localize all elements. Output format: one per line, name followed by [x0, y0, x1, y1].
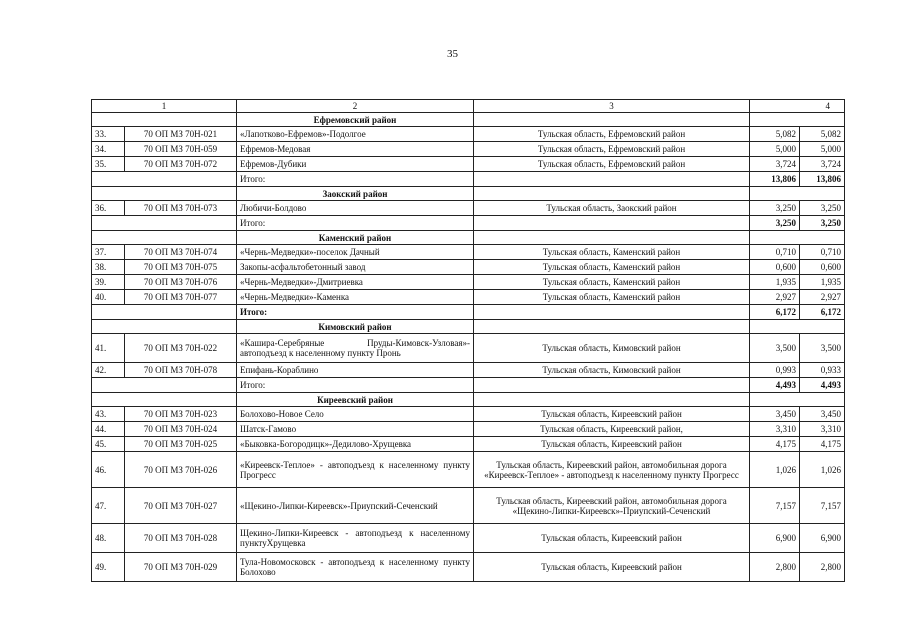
road-length-2: 5,082 — [800, 127, 845, 142]
row-number: 33. — [92, 127, 125, 142]
district-name: Ефремовский район — [237, 113, 474, 127]
road-length-2: 7,157 — [800, 488, 845, 524]
road-length: 7,157 — [750, 488, 800, 524]
table-row — [92, 201, 845, 216]
empty-cell — [474, 393, 750, 407]
road-location: Тульская область, Кимовский район — [474, 334, 750, 363]
road-code: 70 ОП МЗ 70Н-022 — [125, 334, 237, 363]
road-name: Шатск-Гамово — [237, 422, 474, 437]
road-name: «Киреевск-Теплое» - автоподъезд к населенному пункту Прогресс — [237, 452, 474, 488]
road-length: 0,710 — [750, 245, 800, 260]
road-length-2: 5,000 — [800, 142, 845, 157]
empty-cell — [474, 231, 750, 245]
road-name: «Быковка-Богородицк»-Дедилово-Хрущевка — [237, 437, 474, 452]
table-row — [92, 127, 845, 142]
road-length: 2,927 — [750, 290, 800, 305]
road-length: 4,175 — [750, 437, 800, 452]
table-row — [92, 524, 845, 553]
row-number: 41. — [92, 334, 125, 363]
empty-cell — [750, 320, 845, 334]
empty-cell — [92, 231, 237, 245]
road-location: Тульская область, Киреевский район, — [474, 422, 750, 437]
total-row — [92, 378, 845, 393]
empty-cell — [92, 320, 237, 334]
road-code: 70 ОП МЗ 70Н-073 — [125, 201, 237, 216]
total-row — [92, 216, 845, 231]
table-row — [92, 437, 845, 452]
total-length: 3,250 — [750, 216, 800, 231]
road-location: Тульская область, Киреевский район, автомобильная дорога «Киреевск-Теплое» - автоподъезд к населенному пункту Прогресс — [474, 452, 750, 488]
row-number: 37. — [92, 245, 125, 260]
total-row — [92, 172, 845, 187]
table-row — [92, 142, 845, 157]
row-number: 43. — [92, 407, 125, 422]
road-length: 1,935 — [750, 275, 800, 290]
row-number: 49. — [92, 553, 125, 582]
table-row — [92, 452, 845, 488]
header-col-3: 3 — [474, 100, 750, 113]
road-name: «Лапотково-Ефремов»-Подолгое — [237, 127, 474, 142]
road-length-2: 3,310 — [800, 422, 845, 437]
road-location: Тульская область, Каменский район — [474, 260, 750, 275]
road-length-2: 3,500 — [800, 334, 845, 363]
district-header-row — [92, 113, 845, 127]
roads-table — [91, 99, 845, 582]
row-number: 35. — [92, 157, 125, 172]
road-length: 0,600 — [750, 260, 800, 275]
total-label: Итого: — [237, 378, 474, 393]
row-number: 44. — [92, 422, 125, 437]
empty-cell — [92, 172, 237, 187]
table-row — [92, 488, 845, 524]
page-number: 35 — [447, 48, 458, 60]
road-location: Тульская область, Киреевский район — [474, 437, 750, 452]
empty-cell — [92, 305, 237, 320]
road-code: 70 ОП МЗ 70Н-072 — [125, 157, 237, 172]
empty-cell — [474, 305, 750, 320]
district-name: Заокский район — [237, 187, 474, 201]
empty-cell — [750, 113, 845, 127]
road-location: Тульская область, Каменский район — [474, 275, 750, 290]
road-location: Тульская область, Ефремовский район — [474, 127, 750, 142]
row-number: 34. — [92, 142, 125, 157]
road-length-2: 0,710 — [800, 245, 845, 260]
road-name: Тула-Новомосковск - автоподъезд к населенному пункту Болохово — [237, 553, 474, 582]
road-location: Тульская область, Киреевский район, автомобильная дорога «Щекино-Липки-Киреевск»-Приупский-Сеченский — [474, 488, 750, 524]
road-code: 70 ОП МЗ 70Н-059 — [125, 142, 237, 157]
road-name: Ефремов-Медовая — [237, 142, 474, 157]
empty-cell — [474, 216, 750, 231]
road-name: Закопы-асфальтобетонный завод — [237, 260, 474, 275]
road-length-2: 1,026 — [800, 452, 845, 488]
road-length-2: 0,933 — [800, 363, 845, 378]
row-number: 45. — [92, 437, 125, 452]
row-number: 40. — [92, 290, 125, 305]
road-length: 1,026 — [750, 452, 800, 488]
road-location: Тульская область, Ефремовский район — [474, 157, 750, 172]
empty-cell — [92, 187, 237, 201]
empty-cell — [474, 320, 750, 334]
road-name: Любичи-Болдово — [237, 201, 474, 216]
road-location: Тульская область, Заокский район — [474, 201, 750, 216]
header-col-1: 1 — [92, 100, 237, 113]
table-row — [92, 363, 845, 378]
road-code: 70 ОП МЗ 70Н-027 — [125, 488, 237, 524]
total-length-2: 3,250 — [800, 216, 845, 231]
road-name: Щекино-Липки-Киреевск - автоподъезд к населенному пунктуХрущевка — [237, 524, 474, 553]
row-number: 42. — [92, 363, 125, 378]
row-number: 46. — [92, 452, 125, 488]
road-length-2: 2,800 — [800, 553, 845, 582]
road-name: Епифань-Кораблино — [237, 363, 474, 378]
road-location: Тульская область, Киреевский район — [474, 553, 750, 582]
empty-cell — [92, 378, 237, 393]
empty-cell — [750, 231, 845, 245]
total-length-2: 4,493 — [800, 378, 845, 393]
header-col-2: 2 — [237, 100, 474, 113]
road-code: 70 ОП МЗ 70Н-026 — [125, 452, 237, 488]
road-length: 2,800 — [750, 553, 800, 582]
table-row — [92, 553, 845, 582]
district-header-row — [92, 320, 845, 334]
road-code: 70 ОП МЗ 70Н-025 — [125, 437, 237, 452]
total-length: 13,806 — [750, 172, 800, 187]
road-name: «Щекино-Липки-Киреевск»-Приупский-Сеченский — [237, 488, 474, 524]
empty-cell — [92, 113, 237, 127]
road-length-2: 2,927 — [800, 290, 845, 305]
total-row — [92, 305, 845, 320]
district-name: Каменский район — [237, 231, 474, 245]
row-number: 39. — [92, 275, 125, 290]
empty-cell — [474, 172, 750, 187]
empty-cell — [92, 393, 237, 407]
road-code: 70 ОП МЗ 70Н-029 — [125, 553, 237, 582]
empty-cell — [474, 187, 750, 201]
row-number: 47. — [92, 488, 125, 524]
road-length-2: 3,450 — [800, 407, 845, 422]
total-label: Итого: — [237, 216, 474, 231]
road-code: 70 ОП МЗ 70Н-023 — [125, 407, 237, 422]
road-location: Тульская область, Кимовский район — [474, 363, 750, 378]
road-name: «Чернь-Медведки»-Каменка — [237, 290, 474, 305]
total-label: Итого: — [237, 172, 474, 187]
total-length: 6,172 — [750, 305, 800, 320]
district-name: Киреевский район — [237, 393, 474, 407]
road-length-2: 4,175 — [800, 437, 845, 452]
road-name: «Чернь-Медведки»-поселок Дачный — [237, 245, 474, 260]
road-length-2: 1,935 — [800, 275, 845, 290]
total-length-2: 13,806 — [800, 172, 845, 187]
empty-cell — [750, 187, 845, 201]
table-row — [92, 422, 845, 437]
total-length: 4,493 — [750, 378, 800, 393]
row-number: 48. — [92, 524, 125, 553]
road-location: Тульская область, Ефремовский район — [474, 142, 750, 157]
road-code: 70 ОП МЗ 70Н-077 — [125, 290, 237, 305]
road-length-2: 6,900 — [800, 524, 845, 553]
road-location: Тульская область, Киреевский район — [474, 524, 750, 553]
road-name: «Кашира-Серебряные Пруды-Кимовск-Узловая»-автоподъезд к населенному пункту Пронь — [237, 334, 474, 363]
table-header-row — [92, 100, 845, 113]
road-location: Тульская область, Каменский район — [474, 245, 750, 260]
road-length: 3,250 — [750, 201, 800, 216]
road-code: 70 ОП МЗ 70Н-021 — [125, 127, 237, 142]
road-code: 70 ОП МЗ 70Н-078 — [125, 363, 237, 378]
table-row — [92, 245, 845, 260]
road-length: 3,500 — [750, 334, 800, 363]
road-code: 70 ОП МЗ 70Н-028 — [125, 524, 237, 553]
table-row — [92, 157, 845, 172]
road-length: 5,000 — [750, 142, 800, 157]
road-name: Ефремов-Дубики — [237, 157, 474, 172]
table-row — [92, 260, 845, 275]
road-length-2: 3,250 — [800, 201, 845, 216]
district-header-row — [92, 393, 845, 407]
row-number: 38. — [92, 260, 125, 275]
road-length: 0,993 — [750, 363, 800, 378]
table-row — [92, 290, 845, 305]
road-code: 70 ОП МЗ 70Н-074 — [125, 245, 237, 260]
road-length-2: 3,724 — [800, 157, 845, 172]
empty-cell — [92, 216, 237, 231]
road-length: 6,900 — [750, 524, 800, 553]
empty-cell — [474, 113, 750, 127]
road-name: Болохово-Новое Село — [237, 407, 474, 422]
road-length: 3,724 — [750, 157, 800, 172]
road-length: 3,450 — [750, 407, 800, 422]
total-length-2: 6,172 — [800, 305, 845, 320]
table-row — [92, 407, 845, 422]
road-length-2: 0,600 — [800, 260, 845, 275]
road-location: Тульская область, Каменский район — [474, 290, 750, 305]
road-code: 70 ОП МЗ 70Н-024 — [125, 422, 237, 437]
total-label: Итого: — [237, 305, 474, 320]
road-code: 70 ОП МЗ 70Н-075 — [125, 260, 237, 275]
header-col-4: 4 — [750, 100, 845, 113]
table-row — [92, 275, 845, 290]
row-number: 36. — [92, 201, 125, 216]
district-header-row — [92, 187, 845, 201]
road-name: «Чернь-Медведки»-Дмитриевка — [237, 275, 474, 290]
road-length: 3,310 — [750, 422, 800, 437]
road-location: Тульская область, Киреевский район — [474, 407, 750, 422]
district-header-row — [92, 231, 845, 245]
empty-cell — [474, 378, 750, 393]
empty-cell — [750, 393, 845, 407]
table-row — [92, 334, 845, 363]
road-code: 70 ОП МЗ 70Н-076 — [125, 275, 237, 290]
road-length: 5,082 — [750, 127, 800, 142]
district-name: Кимовский район — [237, 320, 474, 334]
